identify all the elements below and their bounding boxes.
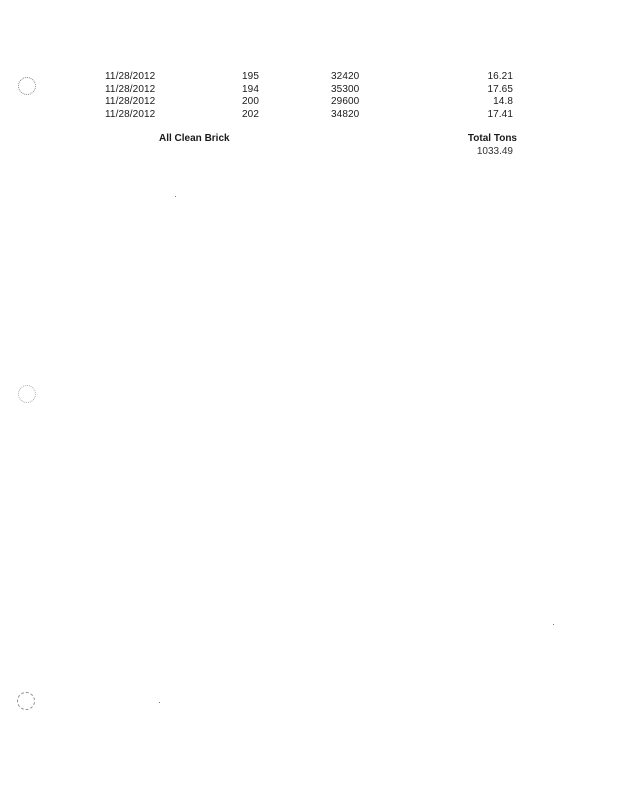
row-ticket: 195	[242, 71, 259, 82]
row-tons: 17.41	[487, 109, 513, 120]
row-date: 11/28/2012	[105, 96, 156, 107]
row-ticket: 202	[242, 109, 259, 120]
row-weight: 29600	[331, 96, 360, 107]
row-weight: 34820	[331, 109, 360, 120]
scan-speck	[175, 196, 176, 197]
punch-hole-icon	[18, 385, 36, 403]
scan-speck	[553, 624, 554, 625]
row-tons: 17.65	[487, 84, 513, 95]
total-tons-value: 1033.49	[476, 146, 513, 157]
row-date: 11/28/2012	[105, 84, 156, 95]
total-tons-label: Total Tons	[467, 133, 517, 144]
row-ticket: 200	[242, 96, 259, 107]
table-row	[0, 108, 618, 121]
row-tons: 16.21	[487, 71, 513, 82]
material-label: All Clean Brick	[159, 133, 230, 144]
row-ticket: 194	[242, 84, 259, 95]
table-row	[0, 70, 618, 83]
row-weight: 35300	[331, 84, 360, 95]
row-date: 11/28/2012	[105, 109, 156, 120]
row-weight: 32420	[331, 71, 360, 82]
table-row	[0, 95, 618, 108]
punch-hole-icon	[17, 692, 35, 710]
scan-speck	[159, 702, 160, 703]
row-tons: 14.8	[493, 96, 513, 107]
row-date: 11/28/2012	[105, 71, 156, 82]
